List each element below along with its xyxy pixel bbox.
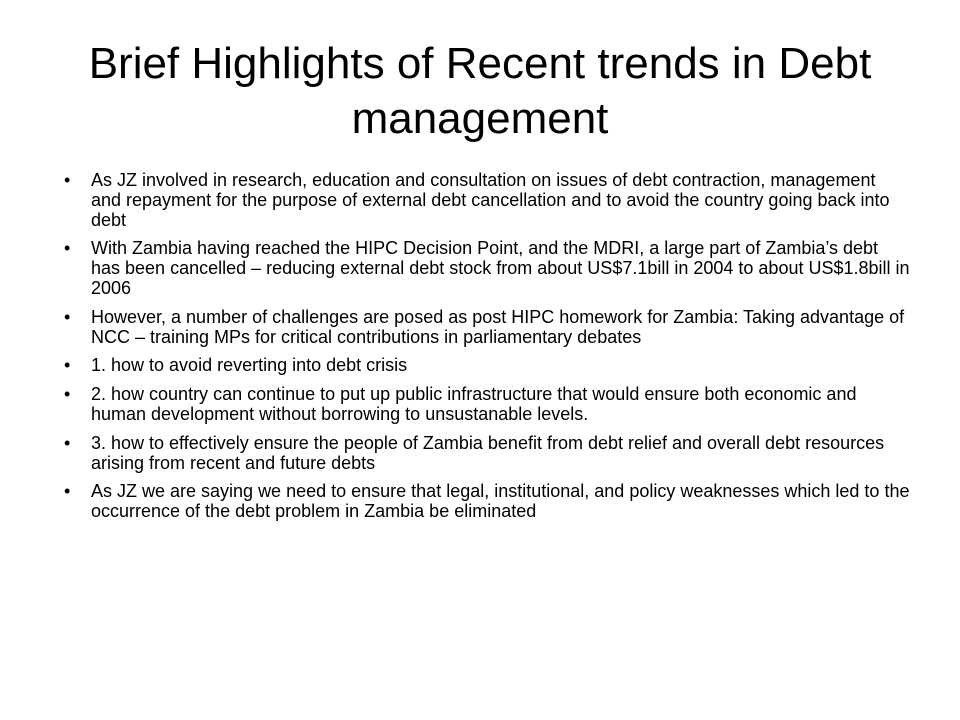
- bullet-text: 1. how to avoid reverting into debt crisis: [91, 355, 408, 376]
- bullet-icon: •: [64, 432, 71, 453]
- bullet-icon: •: [64, 306, 71, 327]
- bullet-item-hipc-decision: [64, 239, 910, 298]
- bullet-item-debt-crisis: [64, 356, 910, 376]
- bullet-icon: •: [64, 170, 71, 190]
- bullet-text: 2. how country can continue to put up public infrastructure that would ensure both economic and human development without borrowing to unsustanable levels.: [91, 384, 857, 424]
- bullet-list: [64, 171, 910, 531]
- bullet-icon: •: [64, 238, 71, 259]
- bullet-text: As JZ we are saying we need to ensure that legal, institutional, and policy weaknesses which led to the occurrence of the debt problem in Zambia be eliminated: [91, 481, 910, 522]
- bullet-text: With Zambia having reached the HIPC Decision Point, and the MDRI, a large part of Zambia’s debt has been cancelled – reducing external debt stock from about US$7.1bill in 2004 to about US$1.8bill in 2006: [91, 238, 910, 298]
- bullet-item-infrastructure: [64, 385, 910, 425]
- bullet-item-benefit: [64, 434, 910, 474]
- bullet-item-challenges: [64, 308, 910, 348]
- slide-title: Brief Highlights of Recent trends in Debt management: [88, 39, 872, 143]
- bullet-text: However, a number of challenges are posed as post HIPC homework for Zambia: Taking advantage of NCC – training MPs for critical contributions in parliamentary debates: [91, 306, 905, 347]
- bullet-item-research: [64, 171, 910, 230]
- bullet-text: 3. how to effectively ensure the people of Zambia benefit from debt relief and overall debt resources arising from recent and future debts: [91, 432, 885, 473]
- bullet-icon: •: [64, 355, 71, 376]
- bullet-text: As JZ involved in research, education and consultation on issues of debt contraction, management and repayment for the purpose of external debt cancellation and to avoid the country going back into debt: [91, 170, 890, 230]
- bullet-icon: •: [64, 481, 71, 502]
- bullet-icon: •: [64, 384, 71, 405]
- bullet-item-weaknesses: [64, 482, 910, 522]
